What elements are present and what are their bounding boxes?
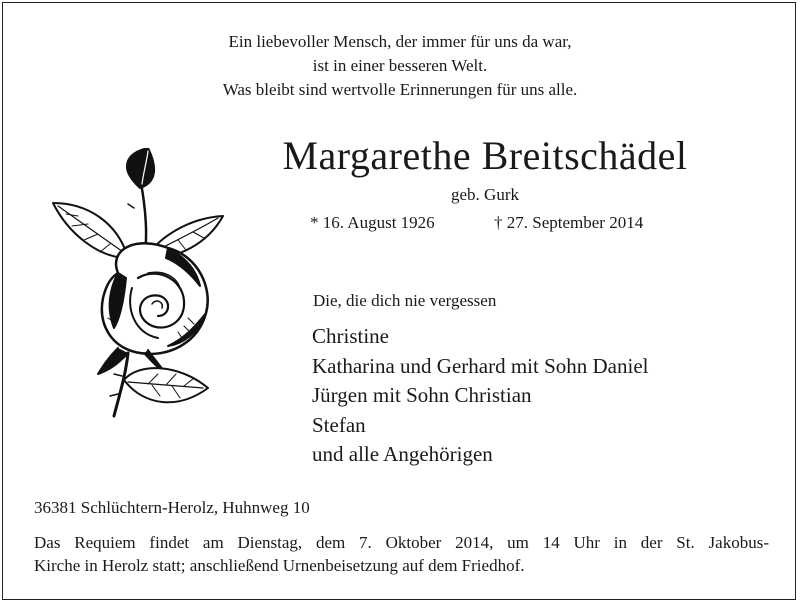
poem-line: Ein liebevoller Mensch, der immer für uns da war, [228, 32, 572, 51]
mourner-name: und alle Angehörigen [312, 442, 493, 466]
maiden-name: geb. Gurk [451, 185, 519, 204]
mourners-list [312, 322, 649, 470]
requiem-notice [34, 531, 769, 577]
mourner-name: Katharina und Gerhard mit Sohn Daniel [312, 353, 649, 378]
mourner-name: Stefan [312, 412, 366, 437]
requiem-line: Das Requiem findet am Dienstag, dem 7. Oktober 2014, um 14 Uhr in der St. Jakobus- [34, 533, 769, 552]
mourner-name: Jürgen mit Sohn Christian [312, 383, 532, 407]
deceased-name: Margarethe Breitschädel [282, 133, 688, 178]
poem-line: ist in einer besseren Welt. [312, 56, 488, 75]
mourners-intro: Die, die dich nie vergessen [313, 291, 497, 310]
family-address: 36381 Schlüchtern-Herolz, Huhnweg 10 [34, 498, 310, 517]
requiem-line: Kirche in Herolz statt; anschließend Urnenbeisetzung auf dem Friedhof. [34, 556, 525, 575]
death-date: † 27. September 2014 [494, 213, 644, 232]
birth-date: * 16. August 1926 [310, 213, 435, 232]
mourner-name: Christine [312, 324, 389, 348]
poem-line: Was bleibt sind wertvolle Erinnerungen für uns alle. [222, 80, 578, 99]
memorial-poem [0, 30, 800, 102]
